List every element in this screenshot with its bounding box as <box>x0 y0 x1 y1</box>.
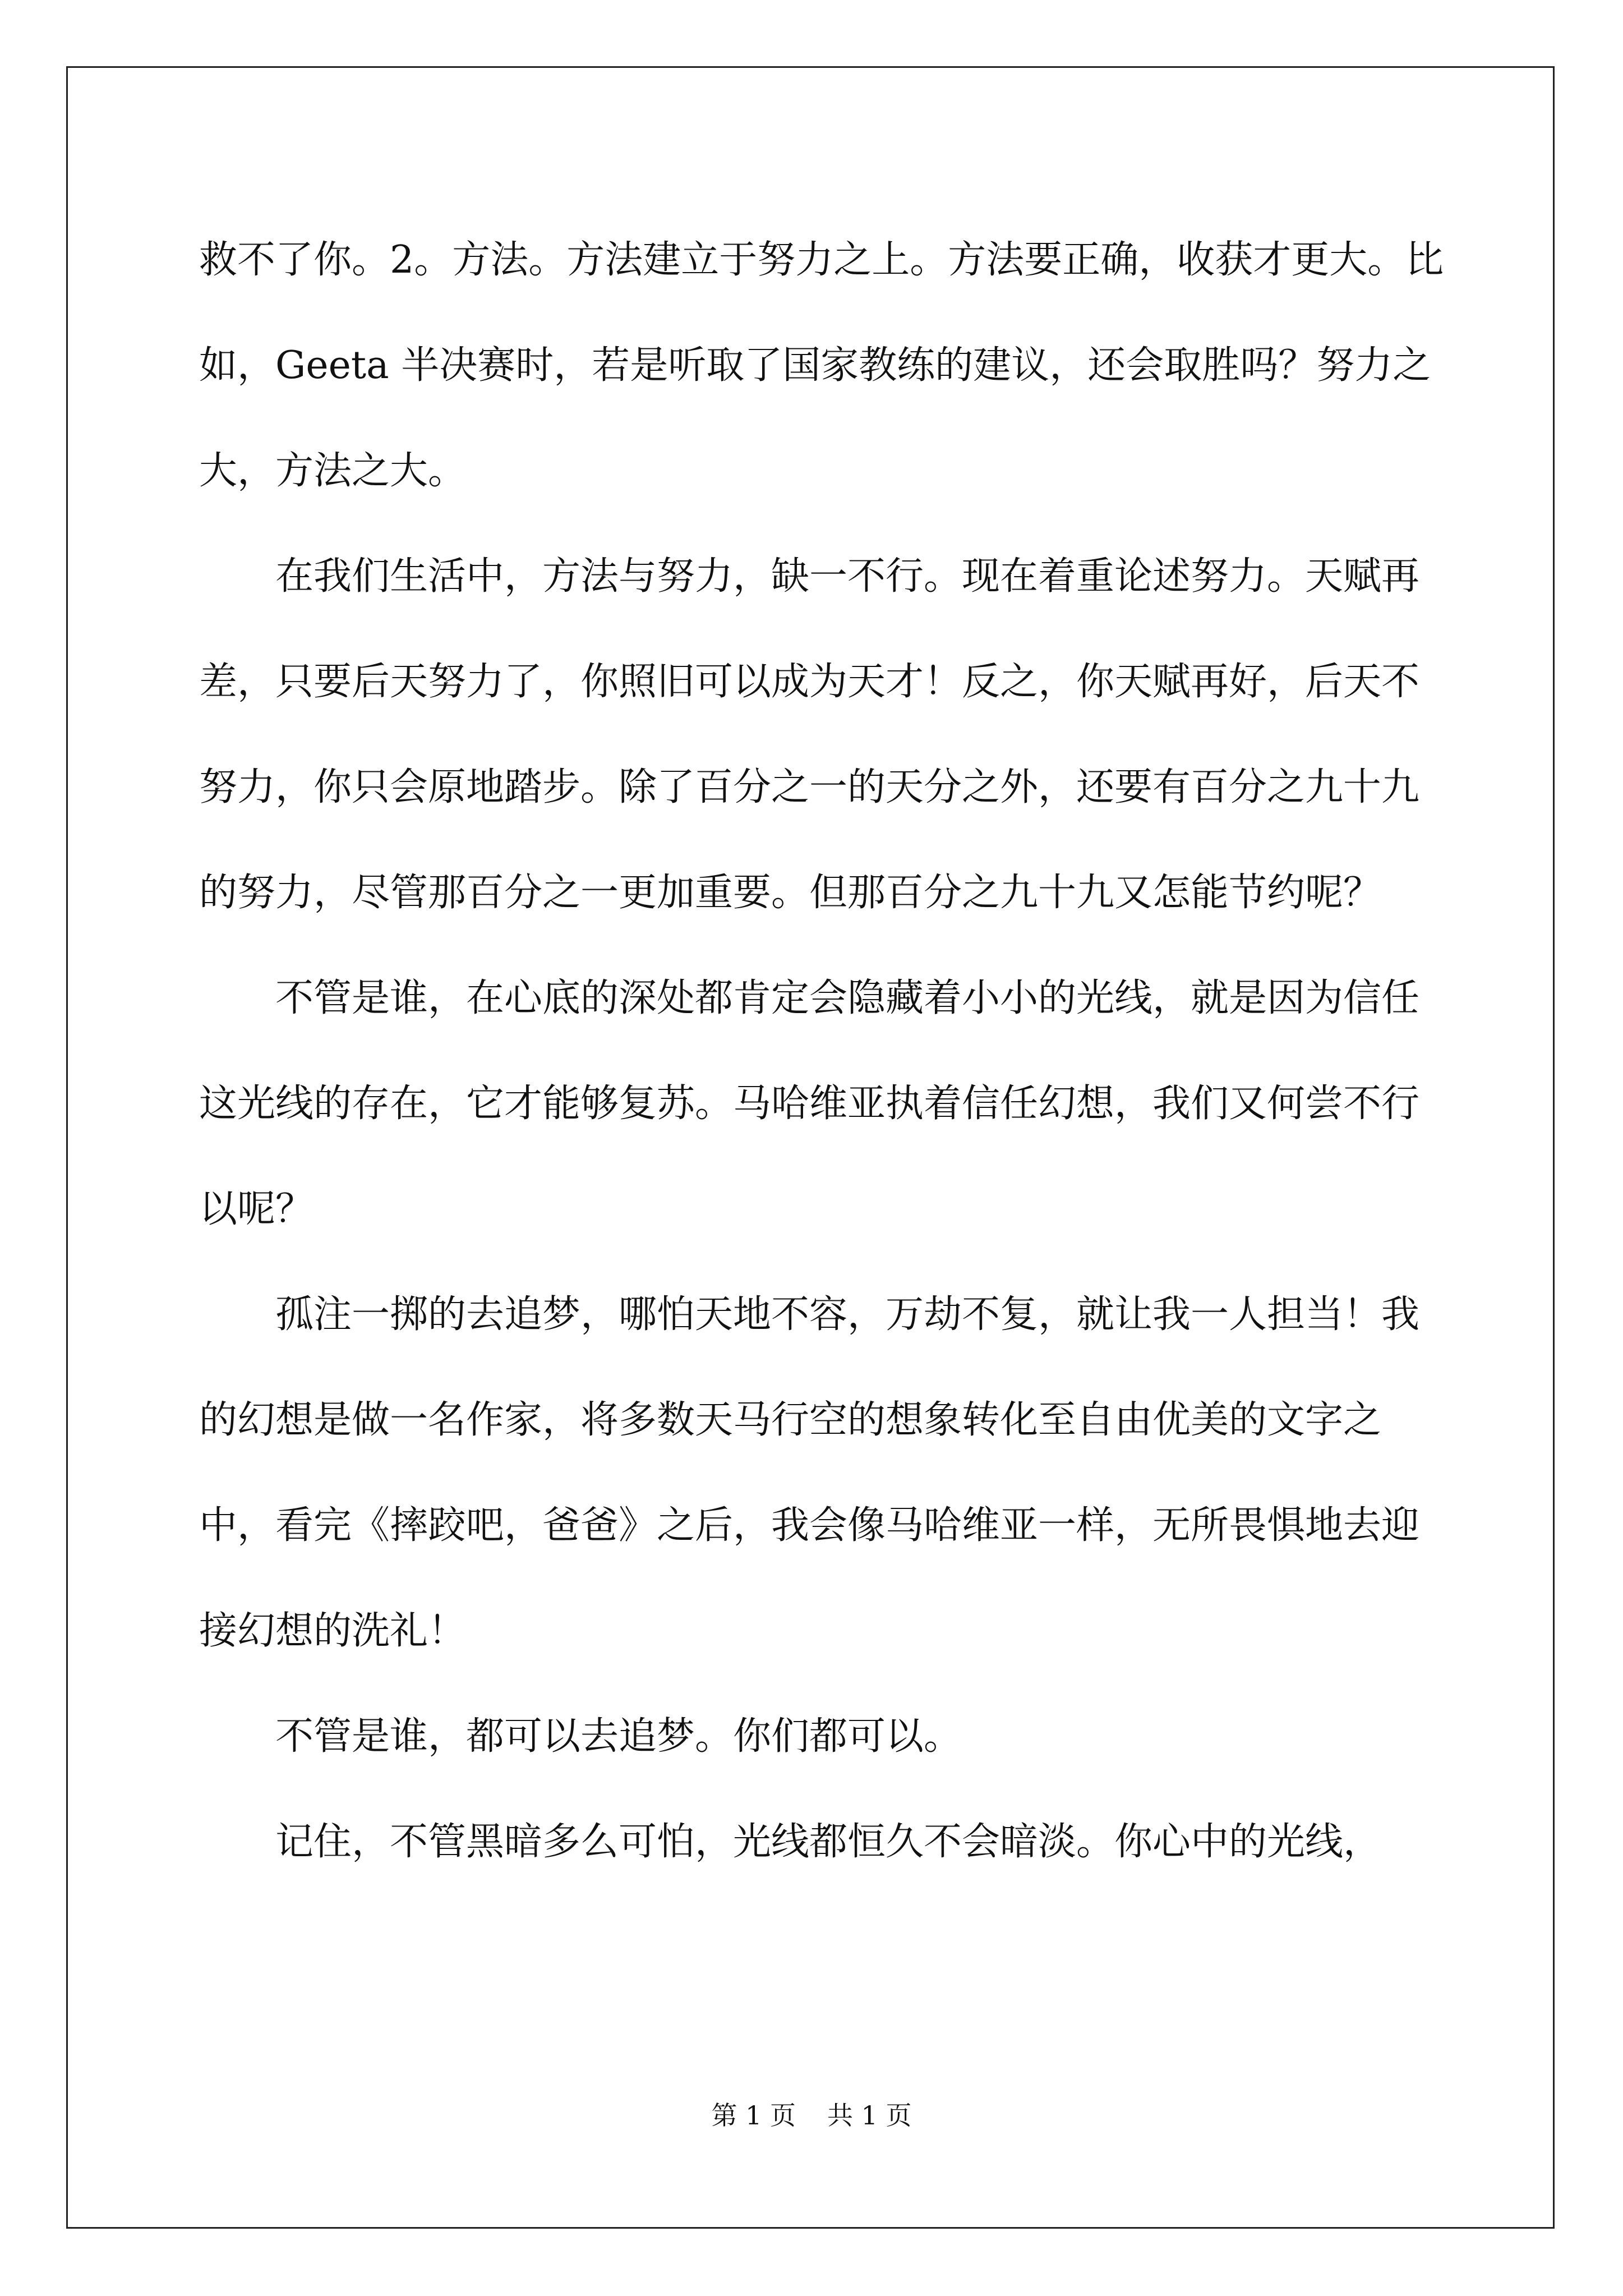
paragraph-1: 救不了你。2。方法。方法建立于努力之上。方法要正确，收获才更大。比如，Geeta 半决赛时，若是听取了国家教练的建议，还会取胜吗？努力之大，方法之大。 <box>199 238 1444 493</box>
page-total: 共 1 页 <box>827 2100 912 2131</box>
paragraph-5: 不管是谁，都可以去追梦。你们都可以。 <box>275 1714 962 1759</box>
page-footer <box>0 2095 1623 2132</box>
document-body <box>199 208 1455 1895</box>
paragraph-2: 在我们生活中，方法与努力，缺一不行。现在着重论述努力。天赋再差，只要后天努力了，你照旧可以成为天才！反之，你天赋再好，后天不努力，你只会原地踏步。除了百分之一的天分之外，还要有百分之九十九的努力，尽管那百分之一更加重要。但那百分之九十九又怎能节约呢？ <box>199 554 1420 915</box>
paragraph-4: 孤注一掷的去追梦，哪怕天地不容，万劫不复，就让我一人担当！我的幻想是做一名作家，将多数天马行空的想象转化至自由优美的文字之中，看完《摔跤吧，爸爸》之后，我会像马哈维亚一样，无所畏惧地去迎接幻想的洗礼！ <box>199 1292 1420 1653</box>
paragraph-6: 记住，不管黑暗多么可怕，光线都恒久不会暗淡。你心中的光线， <box>275 1820 1382 1864</box>
page-number: 第 1 页 <box>711 2100 796 2131</box>
paragraph-3: 不管是谁，在心底的深处都肯定会隐藏着小小的光线，就是因为信任这光线的存在，它才能够复苏。马哈维亚执着信任幻想，我们又何尝不行以呢？ <box>199 976 1420 1231</box>
